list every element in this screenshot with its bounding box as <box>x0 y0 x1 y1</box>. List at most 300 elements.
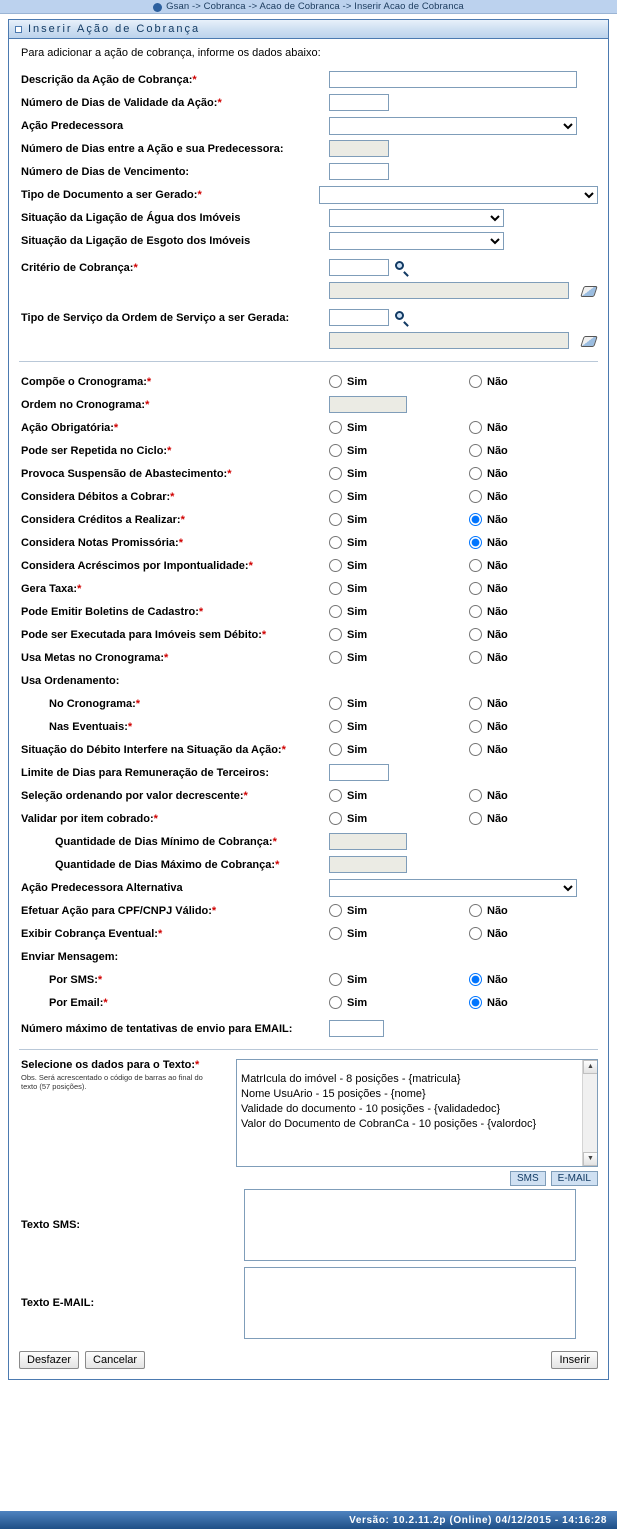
required-marker: * <box>281 743 286 756</box>
max-tentativas-email-input[interactable] <box>329 1020 384 1037</box>
usa-metas-cronograma-yes-radio[interactable] <box>329 651 342 664</box>
situacao-agua-select[interactable] <box>329 209 504 227</box>
row-dias-validade <box>19 92 598 113</box>
label-dias-vencimento: Número de Dias de Vencimento: <box>21 165 190 178</box>
considera-notas-promissorias-yes-label: Sim <box>347 536 368 549</box>
selecao-valor-decrescente-yes-radio[interactable] <box>329 789 342 802</box>
row-efetuar-acao-cpf-cnpj <box>19 900 598 921</box>
situacao-debito-interfere-no-option[interactable] <box>469 743 508 756</box>
required-marker: * <box>97 973 103 986</box>
enviar-por-email-yes-label: Sim <box>347 996 368 1009</box>
label-acao-obrigatoria: Ação Obrigatória: <box>21 421 114 434</box>
situacao-debito-interfere-radio-group <box>329 743 598 756</box>
usa-metas-cronograma-yes-option[interactable] <box>329 651 469 664</box>
enviar-por-email-yes-option[interactable] <box>329 996 469 1009</box>
label-acao-predecessora: Ação Predecessora <box>21 119 124 132</box>
considera-creditos-yes-radio[interactable] <box>329 513 342 526</box>
required-marker: * <box>164 651 169 664</box>
pode-repetida-ciclo-no-label: Não <box>487 444 508 457</box>
required-marker: * <box>113 421 119 434</box>
gera-taxa-yes-radio[interactable] <box>329 582 342 595</box>
required-marker: * <box>153 812 158 825</box>
label-tipo-documento: Tipo de Documento a ser Gerado: <box>21 188 198 201</box>
row-limite-dias-remuneracao <box>19 762 598 783</box>
label-pode-repetida-ciclo: Pode ser Repetida no Ciclo: <box>21 444 168 457</box>
label-situacao-debito-interfere: Situação do Débito Interfere na Situação da Ação: <box>21 743 282 756</box>
usa-metas-cronograma-no-radio[interactable] <box>469 651 482 664</box>
considera-acrescimos-yes-radio[interactable] <box>329 559 342 572</box>
acao-obrigatoria-no-option[interactable] <box>469 421 508 434</box>
required-marker: * <box>192 73 197 86</box>
row-qtd-dias-minimo <box>19 831 598 852</box>
situacao-debito-interfere-yes-option[interactable] <box>329 743 469 756</box>
validar-item-cobrado-no-option[interactable] <box>469 812 508 825</box>
ordenamento-no-cronograma-radio-group <box>329 697 598 710</box>
considera-notas-promissorias-yes-option[interactable] <box>329 536 469 549</box>
divider <box>19 1049 598 1050</box>
considera-creditos-no-radio[interactable] <box>469 513 482 526</box>
label-criterio-cobranca: Critério de Cobrança: <box>21 261 134 274</box>
label-situacao-esgoto: Situação da Ligação de Esgoto dos Imóveis <box>21 234 251 247</box>
row-validar-item-cobrado <box>19 808 598 829</box>
enviar-por-email-yes-radio[interactable] <box>329 996 342 1009</box>
ordenamento-no-cronograma-no-option[interactable] <box>469 697 508 710</box>
required-marker: * <box>195 1059 200 1071</box>
selecao-valor-decrescente-no-option[interactable] <box>469 789 508 802</box>
enviar-por-sms-no-option[interactable] <box>469 973 508 986</box>
considera-notas-promissorias-no-option[interactable] <box>469 536 508 549</box>
gera-taxa-no-label: Não <box>487 582 508 595</box>
label-pode-executada-sem-debito: Pode ser Executada para Imóveis sem Débito: <box>21 628 262 641</box>
situacao-debito-interfere-yes-label: Sim <box>347 743 368 756</box>
tipo-servico-os-descricao <box>329 332 569 349</box>
row-considera-debitos <box>19 486 598 507</box>
considera-notas-promissorias-no-radio[interactable] <box>469 536 482 549</box>
row-selecao-valor-decrescente <box>19 785 598 806</box>
considera-debitos-yes-option[interactable] <box>329 490 469 503</box>
label-provoca-suspensao: Provoca Suspensão de Abastecimento: <box>21 467 228 480</box>
eraser-icon[interactable] <box>581 283 597 299</box>
row-selecione-dados-texto <box>19 1059 598 1167</box>
radio-group-block-3 <box>19 739 598 760</box>
qtd-dias-maximo-input <box>329 856 407 873</box>
texto-target-buttons <box>19 1171 598 1186</box>
cancelar-button[interactable]: Cancelar <box>85 1351 145 1369</box>
dias-validade-input[interactable] <box>329 94 389 111</box>
efetuar-acao-cpf-cnpj-no-option[interactable] <box>469 904 508 917</box>
radio-group-ordenamento <box>19 693 598 737</box>
row-acao-predecessora <box>19 115 598 136</box>
label-texto-email: Texto E-MAIL: <box>21 1297 95 1309</box>
row-texto-sms <box>19 1189 598 1261</box>
considera-acrescimos-yes-option[interactable] <box>329 559 469 572</box>
insert-collection-action-panel <box>8 19 609 1380</box>
criterio-cobranca-input[interactable] <box>329 259 389 276</box>
pode-emitir-boletins-yes-radio[interactable] <box>329 605 342 618</box>
row-acao-predecessora-alt <box>19 877 598 898</box>
considera-creditos-yes-option[interactable] <box>329 513 469 526</box>
label-considera-creditos: Considera Créditos a Realizar: <box>21 513 181 526</box>
considera-debitos-no-radio[interactable] <box>469 490 482 503</box>
exibir-cobranca-eventual-yes-option[interactable] <box>329 927 469 940</box>
acao-predecessora-select[interactable] <box>329 117 577 135</box>
efetuar-acao-cpf-cnpj-radio-group <box>329 904 598 917</box>
usa-metas-cronograma-no-label: Não <box>487 651 508 664</box>
row-tipo-servico-os-desc <box>19 330 598 351</box>
enviar-por-sms-no-label: Não <box>487 973 508 986</box>
considera-notas-promissorias-no-label: Não <box>487 536 508 549</box>
ordenamento-nas-eventuais-no-radio[interactable] <box>469 720 482 733</box>
pode-emitir-boletins-no-option[interactable] <box>469 605 508 618</box>
row-gera-taxa <box>19 578 598 599</box>
considera-creditos-no-label: Não <box>487 513 508 526</box>
pode-repetida-ciclo-no-option[interactable] <box>469 444 508 457</box>
pode-repetida-ciclo-yes-label: Sim <box>347 444 368 457</box>
pode-repetida-ciclo-yes-radio[interactable] <box>329 444 342 457</box>
radio-group-enviar-mensagem <box>19 969 598 1013</box>
sms-button[interactable]: SMS <box>510 1171 546 1186</box>
pode-emitir-boletins-radio-group <box>329 605 598 618</box>
label-dias-entre-acao: Número de Dias entre a Ação e sua Predecessora: <box>21 142 284 155</box>
row-descricao <box>19 69 598 90</box>
required-marker: * <box>133 261 138 274</box>
row-acao-obrigatoria <box>19 417 598 438</box>
label-ordem-cronograma: Ordem no Cronograma: <box>21 398 146 411</box>
label-considera-acrescimos: Considera Acréscimos por Impontualidade: <box>21 559 249 572</box>
pode-executada-sem-debito-no-radio[interactable] <box>469 628 482 641</box>
compoe-cronograma-yes-radio[interactable] <box>329 375 342 388</box>
eraser-icon[interactable] <box>581 333 597 349</box>
row-ordenamento-no-cronograma <box>19 693 598 714</box>
row-considera-notas-promissorias <box>19 532 598 553</box>
row-tipo-documento <box>19 184 598 205</box>
usa-metas-cronograma-no-option[interactable] <box>469 651 508 664</box>
pode-executada-sem-debito-radio-group <box>329 628 598 641</box>
tipo-servico-os-input[interactable] <box>329 309 389 326</box>
label-ordenamento-nas-eventuais: Nas Eventuais: <box>49 720 128 733</box>
selecao-valor-decrescente-no-radio[interactable] <box>469 789 482 802</box>
label-descricao: Descrição da Ação de Cobrança: <box>21 73 193 86</box>
required-marker: * <box>145 398 150 411</box>
label-compoe-cronograma: Compõe o Cronograma: <box>21 375 147 388</box>
listbox-option[interactable]: Validade do documento - 10 posições - {validadedoc} <box>241 1103 501 1115</box>
considera-acrescimos-no-radio[interactable] <box>469 559 482 572</box>
efetuar-acao-cpf-cnpj-yes-label: Sim <box>347 904 368 917</box>
label-enviar-por-sms: Por SMS: <box>49 973 98 986</box>
required-marker: * <box>275 858 280 871</box>
enviar-por-email-no-label: Não <box>487 996 508 1009</box>
gera-taxa-radio-group <box>329 582 598 595</box>
ordenamento-nas-eventuais-no-label: Não <box>487 720 508 733</box>
ordenamento-no-cronograma-no-radio[interactable] <box>469 697 482 710</box>
radio-group-block-2 <box>19 417 598 668</box>
label-usa-metas-cronograma: Usa Metas no Cronograma: <box>21 651 165 664</box>
validar-item-cobrado-no-radio[interactable] <box>469 812 482 825</box>
selecao-valor-decrescente-radio-group <box>329 789 598 802</box>
gera-taxa-yes-option[interactable] <box>329 582 469 595</box>
label-texto-sms: Texto SMS: <box>21 1219 81 1231</box>
selecao-valor-decrescente-yes-label: Sim <box>347 789 368 802</box>
selecao-valor-decrescente-no-label: Não <box>487 789 508 802</box>
provoca-suspensao-no-radio[interactable] <box>469 467 482 480</box>
pode-repetida-ciclo-radio-group <box>329 444 598 457</box>
listbox-option[interactable]: MatrIcula do imóvel - 8 posições - {matricula} <box>241 1073 461 1085</box>
acao-obrigatoria-yes-option[interactable] <box>329 421 469 434</box>
provoca-suspensao-yes-radio[interactable] <box>329 467 342 480</box>
required-marker: * <box>157 927 163 940</box>
obs-text: Obs. Será acrescentado o código de barras ao final do texto (57 posições). <box>21 1073 203 1091</box>
enviar-por-sms-yes-option[interactable] <box>329 973 469 986</box>
pode-executada-sem-debito-no-label: Não <box>487 628 508 641</box>
row-situacao-esgoto <box>19 230 598 251</box>
acao-predecessora-alt-select[interactable] <box>329 879 577 897</box>
compoe-cronograma-no-radio[interactable] <box>469 375 482 388</box>
considera-acrescimos-yes-label: Sim <box>347 559 368 572</box>
listbox-scrollbar[interactable] <box>582 1060 597 1166</box>
pode-executada-sem-debito-yes-option[interactable] <box>329 628 469 641</box>
row-enviar-mensagem-label <box>19 946 598 967</box>
label-tipo-servico-os: Tipo de Serviço da Ordem de Serviço a ser Gerada: <box>21 311 290 324</box>
exibir-cobranca-eventual-yes-radio[interactable] <box>329 927 342 940</box>
pode-repetida-ciclo-no-radio[interactable] <box>469 444 482 457</box>
considera-debitos-yes-label: Sim <box>347 490 368 503</box>
label-qtd-dias-minimo: Quantidade de Dias Mínimo de Cobrança: <box>55 835 273 848</box>
status-bar <box>0 1511 617 1529</box>
label-gera-taxa: Gera Taxa: <box>21 582 78 595</box>
required-marker: * <box>261 628 267 641</box>
dados-texto-listbox[interactable] <box>236 1059 598 1167</box>
row-ordem-cronograma <box>19 394 598 415</box>
ordenamento-nas-eventuais-radio-group <box>329 720 598 733</box>
validar-item-cobrado-yes-radio[interactable] <box>329 812 342 825</box>
tipo-documento-select[interactable] <box>319 186 598 204</box>
acao-obrigatoria-yes-label: Sim <box>347 421 368 434</box>
label-max-tentativas-email: Número máximo de tentativas de envio para EMAIL: <box>21 1022 293 1035</box>
search-icon[interactable] <box>393 260 409 276</box>
search-icon[interactable] <box>393 310 409 326</box>
row-usa-ordenamento-label <box>19 670 598 691</box>
row-pode-repetida-ciclo <box>19 440 598 461</box>
pode-emitir-boletins-yes-option[interactable] <box>329 605 469 618</box>
required-marker: * <box>198 605 204 618</box>
panel-title <box>9 20 608 39</box>
version-text: Versão: 10.2.11.2p (Online) 04/12/2015 - 14:16:28 <box>349 1514 607 1526</box>
ordenamento-nas-eventuais-yes-radio[interactable] <box>329 720 342 733</box>
compoe-cronograma-radio-group <box>329 375 598 388</box>
exibir-cobranca-eventual-radio-group <box>329 927 598 940</box>
considera-debitos-no-option[interactable] <box>469 490 508 503</box>
required-marker: * <box>146 375 152 388</box>
considera-acrescimos-no-label: Não <box>487 559 508 572</box>
considera-notas-promissorias-radio-group <box>329 536 598 549</box>
divider <box>19 361 598 362</box>
ordenamento-no-cronograma-yes-label: Sim <box>347 697 368 710</box>
required-marker: * <box>211 904 217 917</box>
criterio-cobranca-descricao <box>329 282 569 299</box>
row-dias-vencimento <box>19 161 598 182</box>
panel-title-square-icon <box>15 26 22 33</box>
panel-title-text: Inserir Ação de Cobrança <box>28 23 201 35</box>
pode-emitir-boletins-no-radio[interactable] <box>469 605 482 618</box>
label-considera-debitos: Considera Débitos a Cobrar: <box>21 490 171 503</box>
provoca-suspensao-yes-option[interactable] <box>329 467 469 480</box>
compoe-cronograma-no-option[interactable] <box>469 375 508 388</box>
required-marker: * <box>178 536 183 549</box>
acao-obrigatoria-yes-radio[interactable] <box>329 421 342 434</box>
pode-emitir-boletins-yes-label: Sim <box>347 605 368 618</box>
label-selecione-dados-texto: Selecione os dados para o Texto: <box>21 1059 196 1071</box>
considera-creditos-radio-group <box>329 513 598 526</box>
situacao-debito-interfere-no-label: Não <box>487 743 508 756</box>
provoca-suspensao-no-option[interactable] <box>469 467 508 480</box>
scroll-up-arrow[interactable]: ▲ <box>583 1060 598 1074</box>
efetuar-acao-cpf-cnpj-yes-radio[interactable] <box>329 904 342 917</box>
breadcrumb-text: Gsan -> Cobranca -> Acao de Cobranca -> Inserir Acao de Cobranca <box>166 1 464 12</box>
label-usa-ordenamento: Usa Ordenamento: <box>21 674 120 687</box>
ordenamento-no-cronograma-yes-radio[interactable] <box>329 697 342 710</box>
usa-metas-cronograma-radio-group <box>329 651 598 664</box>
gera-taxa-no-option[interactable] <box>469 582 508 595</box>
panel-body <box>9 39 608 1379</box>
considera-notas-promissorias-yes-radio[interactable] <box>329 536 342 549</box>
ordenamento-nas-eventuais-no-option[interactable] <box>469 720 508 733</box>
acao-obrigatoria-no-label: Não <box>487 421 508 434</box>
considera-debitos-yes-radio[interactable] <box>329 490 342 503</box>
enviar-por-email-no-radio[interactable] <box>469 996 482 1009</box>
pode-executada-sem-debito-yes-radio[interactable] <box>329 628 342 641</box>
situacao-esgoto-select[interactable] <box>329 232 504 250</box>
label-limite-dias-remuneracao: Limite de Dias para Remuneração de Terceiros: <box>21 766 269 779</box>
validar-item-cobrado-no-label: Não <box>487 812 508 825</box>
gera-taxa-no-radio[interactable] <box>469 582 482 595</box>
pode-emitir-boletins-no-label: Não <box>487 605 508 618</box>
ordem-cronograma-input <box>329 396 407 413</box>
descricao-input[interactable] <box>329 71 577 88</box>
form-actions <box>19 1351 598 1369</box>
label-dias-validade: Número de Dias de Validade da Ação: <box>21 96 218 109</box>
texto-email-textarea[interactable] <box>244 1267 576 1339</box>
enviar-por-sms-radio-group <box>329 973 598 986</box>
ordenamento-no-cronograma-no-label: Não <box>487 697 508 710</box>
label-considera-notas-promissorias: Considera Notas Promissória: <box>21 536 179 549</box>
required-marker: * <box>127 720 133 733</box>
dias-vencimento-input[interactable] <box>329 163 389 180</box>
selecao-valor-decrescente-yes-option[interactable] <box>329 789 469 802</box>
row-tipo-servico-os <box>19 307 598 328</box>
row-exibir-cobranca-eventual <box>19 923 598 944</box>
dias-entre-acao-input <box>329 140 389 157</box>
label-selecao-valor-decrescente: Seleção ordenando por valor decrescente: <box>21 789 244 802</box>
label-acao-predecessora-alt: Ação Predecessora Alternativa <box>21 881 183 894</box>
limite-dias-remuneracao-input[interactable] <box>329 764 389 781</box>
exibir-cobranca-eventual-no-label: Não <box>487 927 508 940</box>
globe-icon <box>153 3 162 12</box>
required-marker: * <box>77 582 82 595</box>
row-dias-entre-acao <box>19 138 598 159</box>
exibir-cobranca-eventual-no-option[interactable] <box>469 927 508 940</box>
row-texto-email <box>19 1267 598 1339</box>
gera-taxa-yes-label: Sim <box>347 582 368 595</box>
texto-sms-textarea[interactable] <box>244 1189 576 1261</box>
validar-item-cobrado-yes-label: Sim <box>347 812 368 825</box>
desfazer-button[interactable]: Desfazer <box>19 1351 79 1369</box>
enviar-por-sms-yes-radio[interactable] <box>329 973 342 986</box>
row-usa-metas-cronograma <box>19 647 598 668</box>
label-exibir-cobranca-eventual: Exibir Cobrança Eventual: <box>21 927 158 940</box>
considera-acrescimos-radio-group <box>329 559 598 572</box>
exibir-cobranca-eventual-no-radio[interactable] <box>469 927 482 940</box>
row-criterio-cobranca <box>19 257 598 278</box>
provoca-suspensao-no-label: Não <box>487 467 508 480</box>
label-pode-emitir-boletins: Pode Emitir Boletins de Cadastro: <box>21 605 199 618</box>
breadcrumb <box>0 0 617 14</box>
situacao-debito-interfere-no-radio[interactable] <box>469 743 482 756</box>
pode-repetida-ciclo-yes-option[interactable] <box>329 444 469 457</box>
row-enviar-por-sms <box>19 969 598 990</box>
provoca-suspensao-yes-label: Sim <box>347 467 368 480</box>
label-situacao-agua: Situação da Ligação de Água dos Imóveis <box>21 211 241 224</box>
inserir-button[interactable]: Inserir <box>551 1351 598 1369</box>
row-considera-creditos <box>19 509 598 530</box>
row-compoe-cronograma <box>19 371 598 392</box>
listbox-option[interactable]: Valor do Documento de CobranCa - 10 posições - {valordoc} <box>241 1118 537 1130</box>
listbox-option[interactable]: Nome UsuArio - 15 posições - {nome} <box>241 1088 426 1100</box>
row-qtd-dias-maximo <box>19 854 598 875</box>
required-marker: * <box>248 559 253 572</box>
acao-obrigatoria-no-radio[interactable] <box>469 421 482 434</box>
listbox-items <box>241 1072 593 1132</box>
label-efetuar-acao-cpf-cnpj: Efetuar Ação para CPF/CNPJ Válido: <box>21 904 212 917</box>
required-marker: * <box>217 96 222 109</box>
situacao-debito-interfere-yes-radio[interactable] <box>329 743 342 756</box>
considera-debitos-no-label: Não <box>487 490 508 503</box>
form-intro-text: Para adicionar a ação de cobrança, informe os dados abaixo: <box>21 47 321 59</box>
email-button[interactable]: E-MAIL <box>551 1171 598 1186</box>
label-ordenamento-no-cronograma: No Cronograma: <box>49 697 136 710</box>
required-marker: * <box>197 188 202 201</box>
efetuar-acao-cpf-cnpj-no-radio[interactable] <box>469 904 482 917</box>
pode-executada-sem-debito-no-option[interactable] <box>469 628 508 641</box>
row-enviar-por-email <box>19 992 598 1013</box>
considera-creditos-no-option[interactable] <box>469 513 508 526</box>
ordenamento-no-cronograma-yes-option[interactable] <box>329 697 469 710</box>
required-marker: * <box>272 835 277 848</box>
compoe-cronograma-no-label: Não <box>487 375 508 388</box>
required-marker: * <box>135 697 141 710</box>
compoe-cronograma-yes-label: Sim <box>347 375 368 388</box>
compoe-cronograma-yes-option[interactable] <box>329 375 469 388</box>
required-marker: * <box>227 467 232 480</box>
scroll-down-arrow[interactable]: ▼ <box>583 1152 598 1166</box>
qtd-dias-minimo-input <box>329 833 407 850</box>
required-marker: * <box>180 513 185 526</box>
row-pode-emitir-boletins <box>19 601 598 622</box>
enviar-por-sms-no-radio[interactable] <box>469 973 482 986</box>
acao-obrigatoria-radio-group <box>329 421 598 434</box>
usa-metas-cronograma-yes-label: Sim <box>347 651 368 664</box>
considera-acrescimos-no-option[interactable] <box>469 559 508 572</box>
provoca-suspensao-radio-group <box>329 467 598 480</box>
ordenamento-nas-eventuais-yes-option[interactable] <box>329 720 469 733</box>
validar-item-cobrado-yes-option[interactable] <box>329 812 469 825</box>
required-marker: * <box>243 789 248 802</box>
enviar-por-email-radio-group <box>329 996 598 1009</box>
efetuar-acao-cpf-cnpj-yes-option[interactable] <box>329 904 469 917</box>
enviar-por-email-no-option[interactable] <box>469 996 508 1009</box>
label-validar-item-cobrado: Validar por item cobrado: <box>21 812 154 825</box>
validar-item-cobrado-radio-group <box>329 812 598 825</box>
radio-group-block-1 <box>19 371 598 415</box>
